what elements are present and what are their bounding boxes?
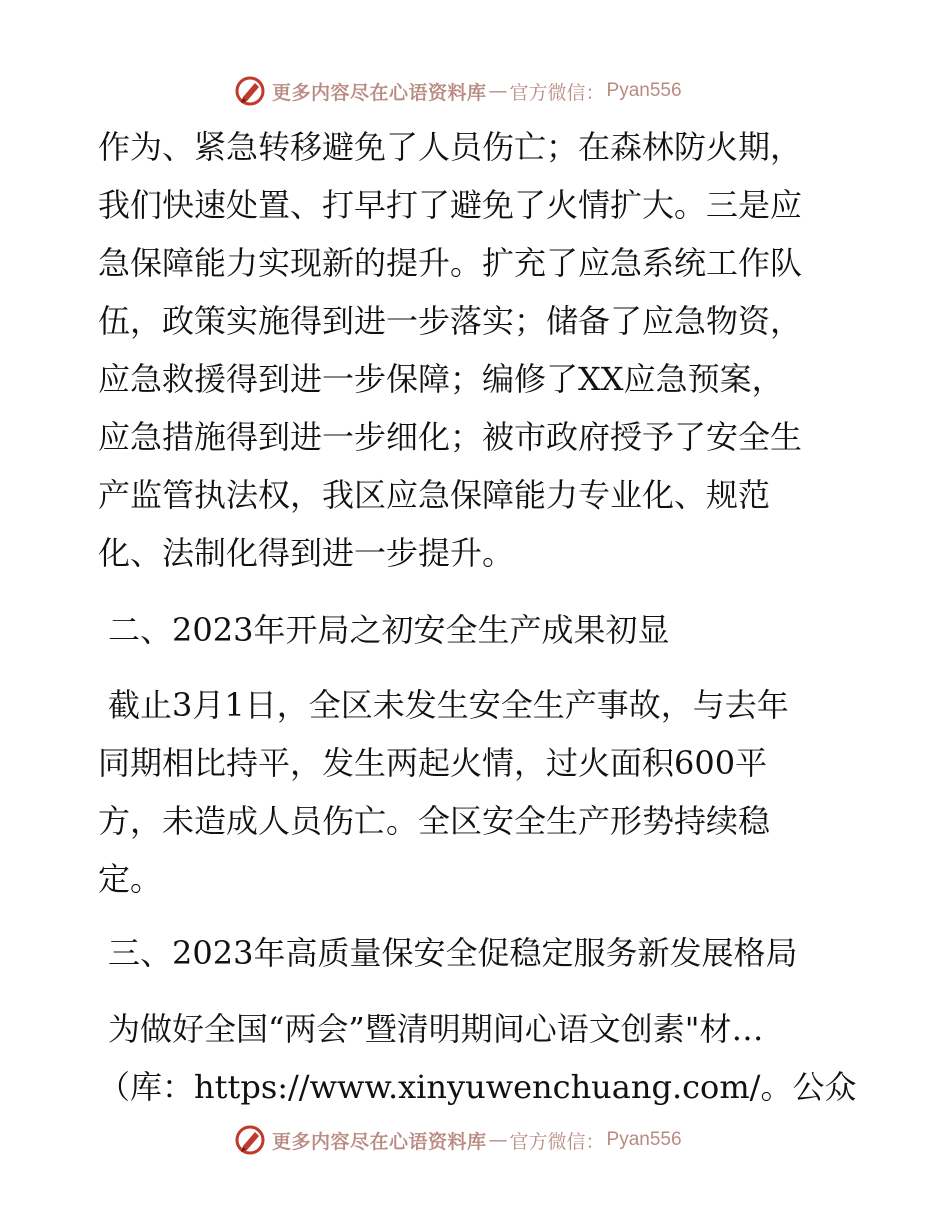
body-line-13: 为做好全国“两会”暨清明期间心语文创素"材… (108, 1010, 764, 1048)
body-line-6: 应急措施得到进一步细化；被市政府授予了安全生 (98, 418, 803, 456)
section-heading-2: 二、2023年开局之初安全生产成果初显 (108, 611, 670, 649)
body-line-11: 方，未造成人员伤亡。全区安全生产形势持续稳 (98, 802, 771, 840)
watermark-header (234, 73, 682, 109)
watermark-wechat-id: Pyan556 (606, 80, 682, 101)
body-line-14: （库：https://www.xinyuwenchuang.com/。公众 (98, 1068, 857, 1106)
watermark-brand-text: 更多内容尽在心语资料库 (272, 81, 487, 104)
watermark-footer (234, 1122, 682, 1158)
body-line-3: 急保障能力实现新的提升。扩充了应急系统工作队 (98, 244, 803, 282)
watermark-separator: — (488, 80, 508, 102)
body-line-4: 伍，政策实施得到进一步落实；储备了应急物资， (98, 302, 803, 340)
red-pen-logo-icon (234, 75, 266, 107)
body-line-8: 化、法制化得到进一步提升。 (98, 534, 515, 572)
body-line-2: 我们快速处置、打早打了避免了火情扩大。三是应 (98, 186, 803, 224)
red-pen-logo-icon (234, 1124, 266, 1156)
body-line-10: 同期相比持平，发生两起火情，过火面积600平 (98, 744, 768, 782)
body-line-12: 定。 (98, 860, 163, 898)
body-line-7: 产监管执法权，我区应急保障能力专业化、规范 (98, 476, 771, 514)
body-line-9: 截止3月1日，全区未发生安全生产事故，与去年 (108, 686, 789, 724)
watermark-separator: — (488, 1129, 508, 1151)
section-heading-3: 三、2023年高质量保安全促稳定服务新发展格局 (108, 934, 798, 972)
watermark-brand-text: 更多内容尽在心语资料库 (272, 1130, 487, 1153)
body-line-5: 应急救援得到进一步保障；编修了XX应急预案， (98, 360, 784, 398)
watermark-wechat-id: Pyan556 (606, 1129, 682, 1150)
watermark-wechat-label: 官方微信： (509, 81, 605, 104)
body-line-1: 作为、紧急转移避免了人员伤亡；在森林防火期， (98, 128, 803, 166)
watermark-wechat-label: 官方微信： (509, 1130, 605, 1153)
